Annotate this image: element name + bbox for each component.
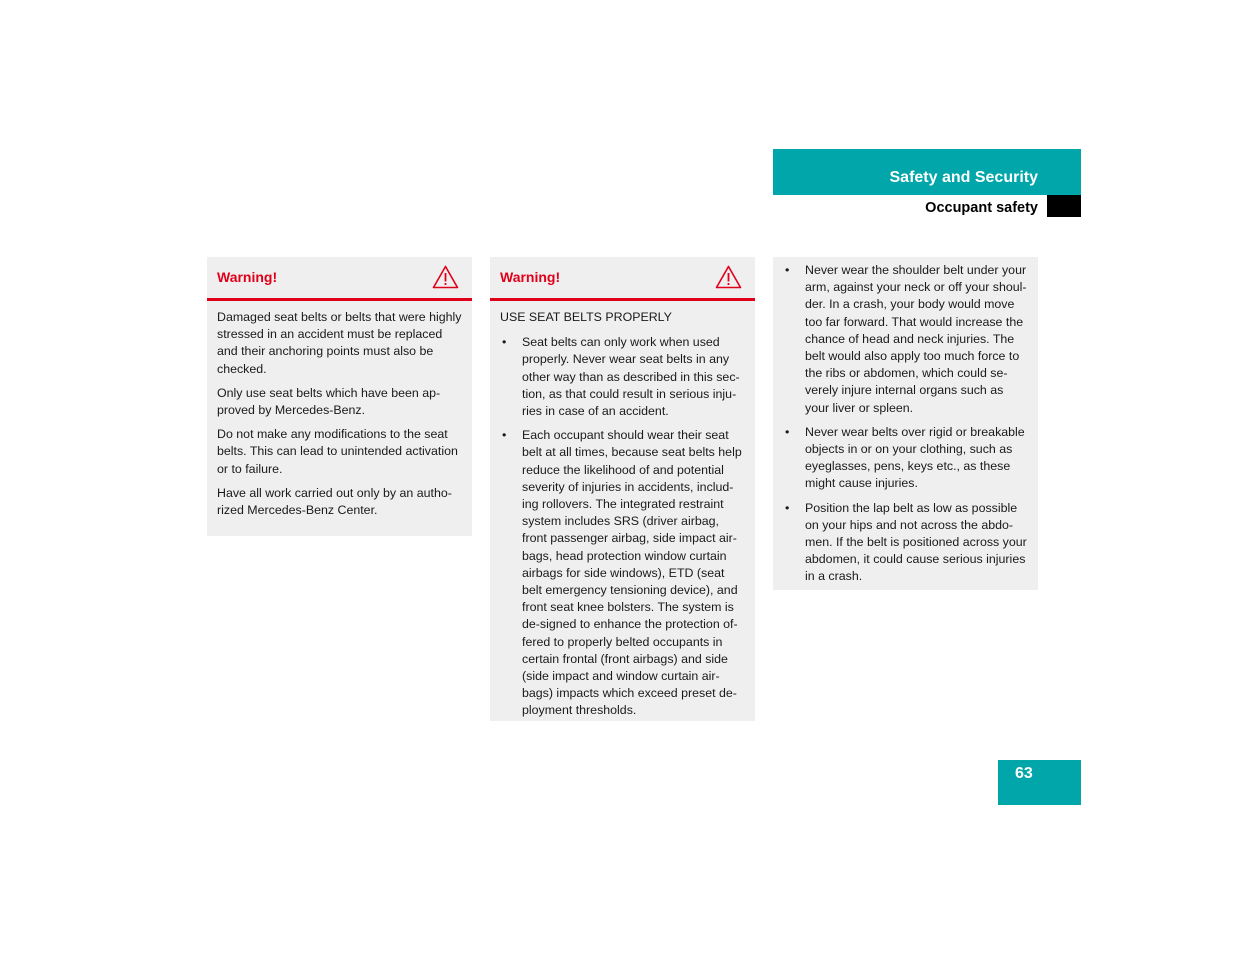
bullet-icon: • — [785, 500, 790, 515]
page-number-box — [998, 760, 1081, 805]
list-item-text: Never wear belts over rigid or breakable objects in or on your clothing, such as eyeglasses, pens, keys etc., as these might cause injuries. — [805, 424, 1025, 491]
list-item-text: Position the lap belt as low as possible on your hips and not across the abdo-men. If the belt is positioned across your abdomen, it could cause serious injuries in a crash. — [805, 500, 1027, 584]
warning-header — [207, 257, 472, 301]
paragraph: Damaged seat belts or belts that were highly stressed in an accident must be replaced and their anchoring points must also be checked. — [217, 310, 462, 376]
warning-triangle-icon — [715, 265, 742, 289]
list-item — [783, 500, 1028, 586]
warning-label: Warning! — [217, 269, 278, 285]
paragraph: Only use seat belts which have been ap-proved by Mercedes-Benz. — [217, 385, 441, 418]
warning-box-left — [207, 257, 472, 536]
warning-body — [490, 301, 755, 720]
list-item — [783, 424, 1028, 493]
list-item — [500, 334, 745, 420]
warning-body — [207, 301, 472, 519]
bullet-icon: • — [502, 428, 507, 443]
warning-box-middle — [490, 257, 755, 721]
list-item-text: Never wear the shoulder belt under your arm, against your neck or off your shoul-der. In a crash, your body would move too far forward. That would increase the chance of head and neck injuries. The belt would also apply too much force to the ribs or abdomen, which could se-verely injure internal organs such as your liver or spleen. — [805, 263, 1027, 415]
bullet-list — [500, 334, 745, 719]
section-header-band — [773, 149, 1081, 195]
warning-header — [490, 257, 755, 301]
bullet-icon: • — [785, 263, 790, 277]
list-item-text: Seat belts can only work when used properly. Never wear seat belts in any other way than as described in this sec-tion, as that could result in serious inju-ries in case of an accident. — [522, 335, 740, 419]
warning-heading: USE SEAT BELTS PROPERLY — [500, 310, 672, 324]
paragraph: Have all work carried out only by an autho-rized Mercedes-Benz Center. — [217, 485, 452, 518]
list-item-text: Each occupant should wear their seat belt at all times, because seat belts help reduce the likelihood of and potential severity of injuries in accidents, includ-ing rollovers. The integrated restraint system includes SRS (driver airbag, front passenger airbag, side impact air-bags, head protection window curtain airbags for side windows), ETD (seat belt emergency tensioning device), and front seat knee bolsters. The system is de-signed to enhance the protection of-fered to properly belted occupants in certain frontal (front airbags) and side (side impact and window curtain air-bags) impacts which exceed preset de-ployment thresholds. — [522, 428, 742, 718]
page-number: 63 — [1015, 765, 1033, 782]
bullet-list — [783, 262, 1028, 586]
continuation-box-right — [773, 257, 1038, 590]
warning-triangle-icon — [432, 265, 459, 289]
bullet-icon: • — [502, 335, 507, 350]
subsection-title: Occupant safety — [925, 200, 1038, 216]
warning-label: Warning! — [500, 269, 561, 285]
section-title: Safety and Security — [889, 169, 1038, 186]
list-item — [783, 262, 1028, 417]
paragraph: Do not make any modifications to the seat belts. This can lead to unintended activation or to failure. — [217, 427, 458, 476]
section-tab-marker — [1047, 195, 1081, 217]
continuation-body — [773, 257, 1038, 586]
list-item — [500, 427, 745, 719]
bullet-icon: • — [785, 424, 790, 439]
